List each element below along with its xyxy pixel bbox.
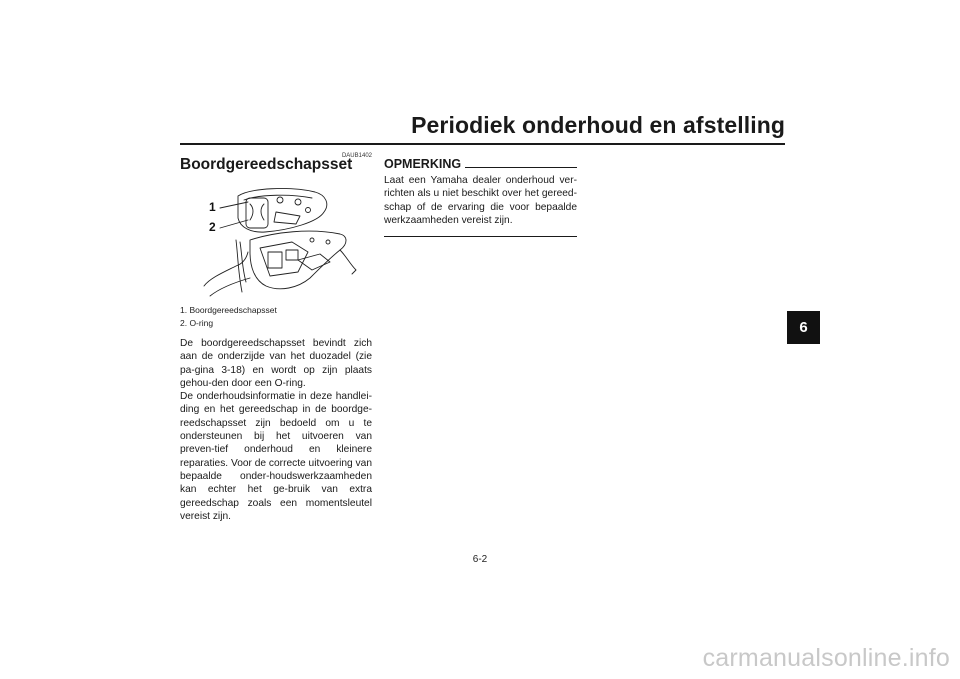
caption-toolkit: 1. Boordgereedschapsset [180,305,277,315]
note-header-rule [465,167,577,168]
toolkit-illustration [180,182,372,300]
header-rule [180,143,785,145]
note-text: Laat een Yamaha dealer onderhoud ver-richten als u niet beschikt over het gereed-schap of de ervaring die voor bepaalde werkzaamheden vereist zijn. [384,175,577,226]
figure-captions [180,304,277,329]
figure-callout-1: 1 [209,200,216,214]
caption-o-ring: 2. O-ring [180,317,214,328]
note-box [384,157,577,237]
paragraph-location: De boordgereedschapsset bevindt zich aan de onderzijde van het duozadel (zie pa-gina 3-18) en wordt op zijn plaats gehou-den door een O-ring. [180,338,372,389]
paragraph-purpose: De onderhoudsinformatie in deze handlei-ding en het gereedschap in de boordge-reedschapsset zijn bedoeld om u te ondersteunen bij het uitvoeren van preven-tief onderhoud en kleinere reparaties. Voor de correcte uitvoering van bepaalde onder-houdswerkzaamheden kan echter het ge-bruik van extra gereedschap zoals een momentsleutel vereist zijn. [180,391,372,522]
section-title: Boordgereedschapsset [180,156,353,173]
watermark: carmanualsonline.info [702,644,950,672]
note-bottom-rule [384,236,577,237]
figure-callout-2: 2 [209,220,216,234]
section-code: DAUB1402 [341,153,372,159]
page-number: 6-2 [472,554,488,565]
note-header [384,157,577,171]
page-header-title: Periodiek onderhoud en afstelling [411,112,785,138]
section-body [180,337,372,523]
chapter-tab: 6 [787,311,820,344]
note-label: OPMERKING [384,157,462,171]
